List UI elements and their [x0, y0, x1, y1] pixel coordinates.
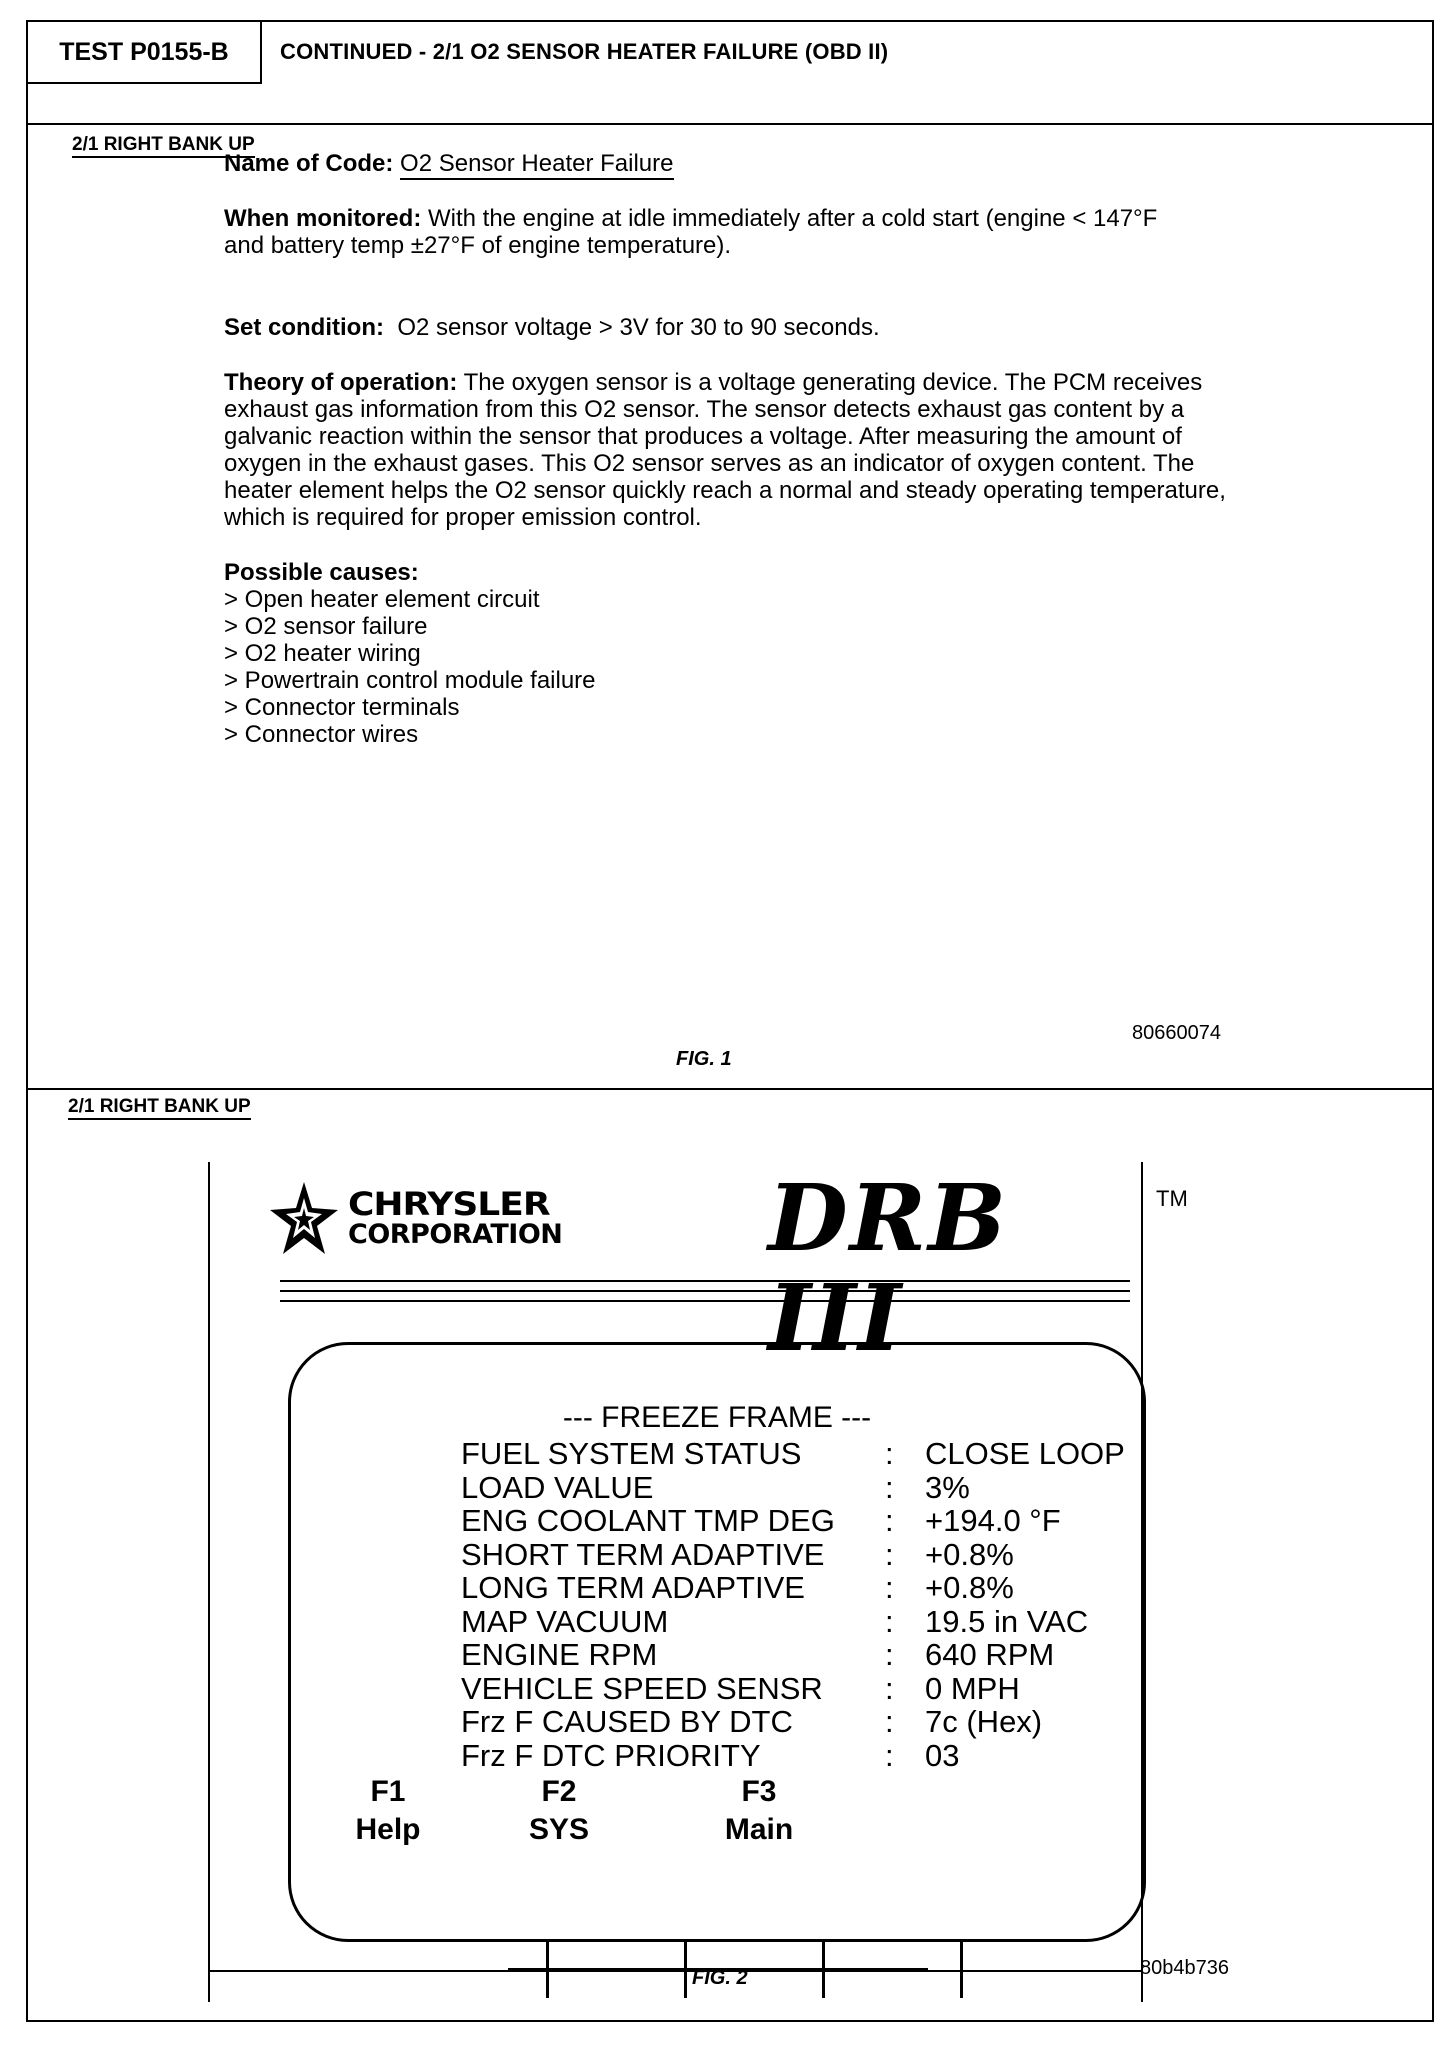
theory-label: Theory of operation: — [224, 369, 458, 396]
fig2-caption: FIG. 2 — [692, 1967, 748, 1989]
set-condition — [224, 287, 1264, 341]
keypad-tick — [684, 1942, 687, 1998]
row-value: 19.5 in VAC — [925, 1603, 1089, 1639]
row-value: +0.8% — [925, 1536, 1014, 1572]
row-label: ENGINE RPM — [461, 1637, 658, 1672]
row-separator: : — [885, 1637, 894, 1672]
row-label: FUEL SYSTEM STATUS — [461, 1436, 802, 1471]
f3-key-action: Main — [724, 1813, 794, 1846]
row-separator: : — [885, 1737, 894, 1773]
trademark-symbol: TM — [1156, 1186, 1188, 1211]
logo-corporation-text: CORPORATION — [348, 1219, 563, 1250]
row-separator: : — [885, 1704, 894, 1739]
f1-help-key[interactable] — [333, 1773, 443, 1849]
test-id-box: TEST P0155-B — [26, 20, 262, 84]
f2-key-label: F2 — [541, 1775, 577, 1808]
header-rule — [280, 1280, 1130, 1282]
header-row — [28, 22, 1432, 125]
row-value: 0 MPH — [925, 1670, 1020, 1706]
header-rule — [280, 1290, 1130, 1292]
set-condition-label: Set condition: — [224, 314, 384, 341]
row-value: 03 — [925, 1737, 960, 1773]
name-of-code-value: O2 Sensor Heater Failure — [400, 150, 673, 180]
f3-main-key[interactable] — [704, 1773, 814, 1849]
row-separator: : — [885, 1536, 894, 1572]
cause-item: > O2 sensor failure — [224, 613, 428, 640]
possible-causes — [224, 559, 1264, 748]
keypad-baseline — [208, 1970, 1143, 1972]
row-label: ENG COOLANT TMP DEG — [461, 1503, 835, 1538]
row-label: MAP VACUUM — [461, 1603, 669, 1639]
f2-sys-key[interactable] — [504, 1773, 614, 1849]
pentastar-logo-icon — [268, 1180, 340, 1258]
row-value: 3% — [925, 1469, 970, 1505]
f1-key-action: Help — [355, 1813, 421, 1846]
when-monitored-label: When monitored: — [224, 205, 422, 232]
section-divider — [28, 1088, 1432, 1090]
fig2-section-label: 2/1 RIGHT BANK UP — [68, 1096, 251, 1120]
causes-list — [224, 586, 1264, 748]
device-screen — [288, 1342, 1146, 1942]
when-monitored — [224, 205, 1184, 259]
possible-causes-label: Possible causes: — [224, 559, 419, 586]
fig2-image-id: 80b4b736 — [1140, 1957, 1229, 1979]
cause-item: > Connector wires — [224, 721, 419, 748]
fig1-image-id: 80660074 — [1132, 1022, 1221, 1044]
fig1-text-block — [224, 150, 1264, 748]
theory-of-operation — [224, 369, 1234, 531]
cause-item: > Open heater element circuit — [224, 586, 540, 613]
row-label: LOAD VALUE — [461, 1469, 654, 1505]
row-value: +194.0 °F — [925, 1503, 1061, 1538]
header-rule — [280, 1300, 1130, 1302]
cause-item: > O2 heater wiring — [224, 640, 421, 667]
row-separator: : — [885, 1436, 894, 1471]
row-label: Frz F DTC PRIORITY — [461, 1737, 761, 1773]
row-value: CLOSE LOOP — [925, 1436, 1125, 1471]
page-frame — [26, 20, 1434, 2022]
fig1-section-label: 2/1 RIGHT BANK UP — [72, 134, 255, 158]
name-of-code — [224, 150, 1264, 177]
set-condition-text: O2 sensor voltage > 3V for 30 to 90 seconds. — [383, 314, 880, 341]
row-separator: : — [885, 1469, 894, 1505]
row-value: +0.8% — [925, 1570, 1014, 1605]
f1-key-label: F1 — [370, 1775, 406, 1808]
row-separator: : — [885, 1670, 894, 1706]
keypad-tick — [822, 1942, 825, 1998]
fig1-caption: FIG. 1 — [676, 1048, 732, 1070]
theory-text: The oxygen sensor is a voltage generating device. The PCM receives exhaust gas information from this O2 sensor. The sensor detects exhaust gas content by a galvanic reaction within the sensor that produces a voltage. After measuring the amount of oxygen in the exhaust gases. This O2 sensor serves as an indicator of oxygen content. The heater element helps the O2 sensor quickly reach a normal and steady operating temperature, which is required for proper emission control. — [224, 369, 1226, 531]
logo-chrysler-text: CHRYSLER — [348, 1186, 550, 1223]
row-separator: : — [885, 1603, 894, 1639]
name-of-code-label: Name of Code: — [224, 150, 394, 177]
keypad-tick — [546, 1942, 549, 1998]
row-label: SHORT TERM ADAPTIVE — [461, 1536, 825, 1572]
row-value: 7c (Hex) — [925, 1704, 1043, 1739]
f3-key-label: F3 — [741, 1775, 777, 1808]
page-title: CONTINUED - 2/1 O2 SENSOR HEATER FAILURE (OBD II) — [280, 39, 889, 64]
keypad-tick — [960, 1942, 963, 1998]
row-label: Frz F CAUSED BY DTC — [461, 1704, 793, 1739]
f2-key-action: SYS — [528, 1813, 590, 1846]
device-name: DRB III — [768, 1164, 1008, 1372]
freeze-frame-title: --- FREEZE FRAME --- — [562, 1401, 872, 1434]
when-monitored-text: With the engine at idle immediately after a cold start (engine < 147°F and battery temp ±27°F of engine temperature). — [224, 205, 1158, 259]
row-value: 640 RPM — [925, 1637, 1055, 1672]
row-separator: : — [885, 1570, 894, 1605]
row-label: VEHICLE SPEED SENSR — [461, 1670, 823, 1706]
row-separator: : — [885, 1503, 894, 1538]
cause-item: > Connector terminals — [224, 694, 460, 721]
cause-item: > Powertrain control module failure — [224, 667, 596, 694]
row-label: LONG TERM ADAPTIVE — [461, 1570, 805, 1605]
